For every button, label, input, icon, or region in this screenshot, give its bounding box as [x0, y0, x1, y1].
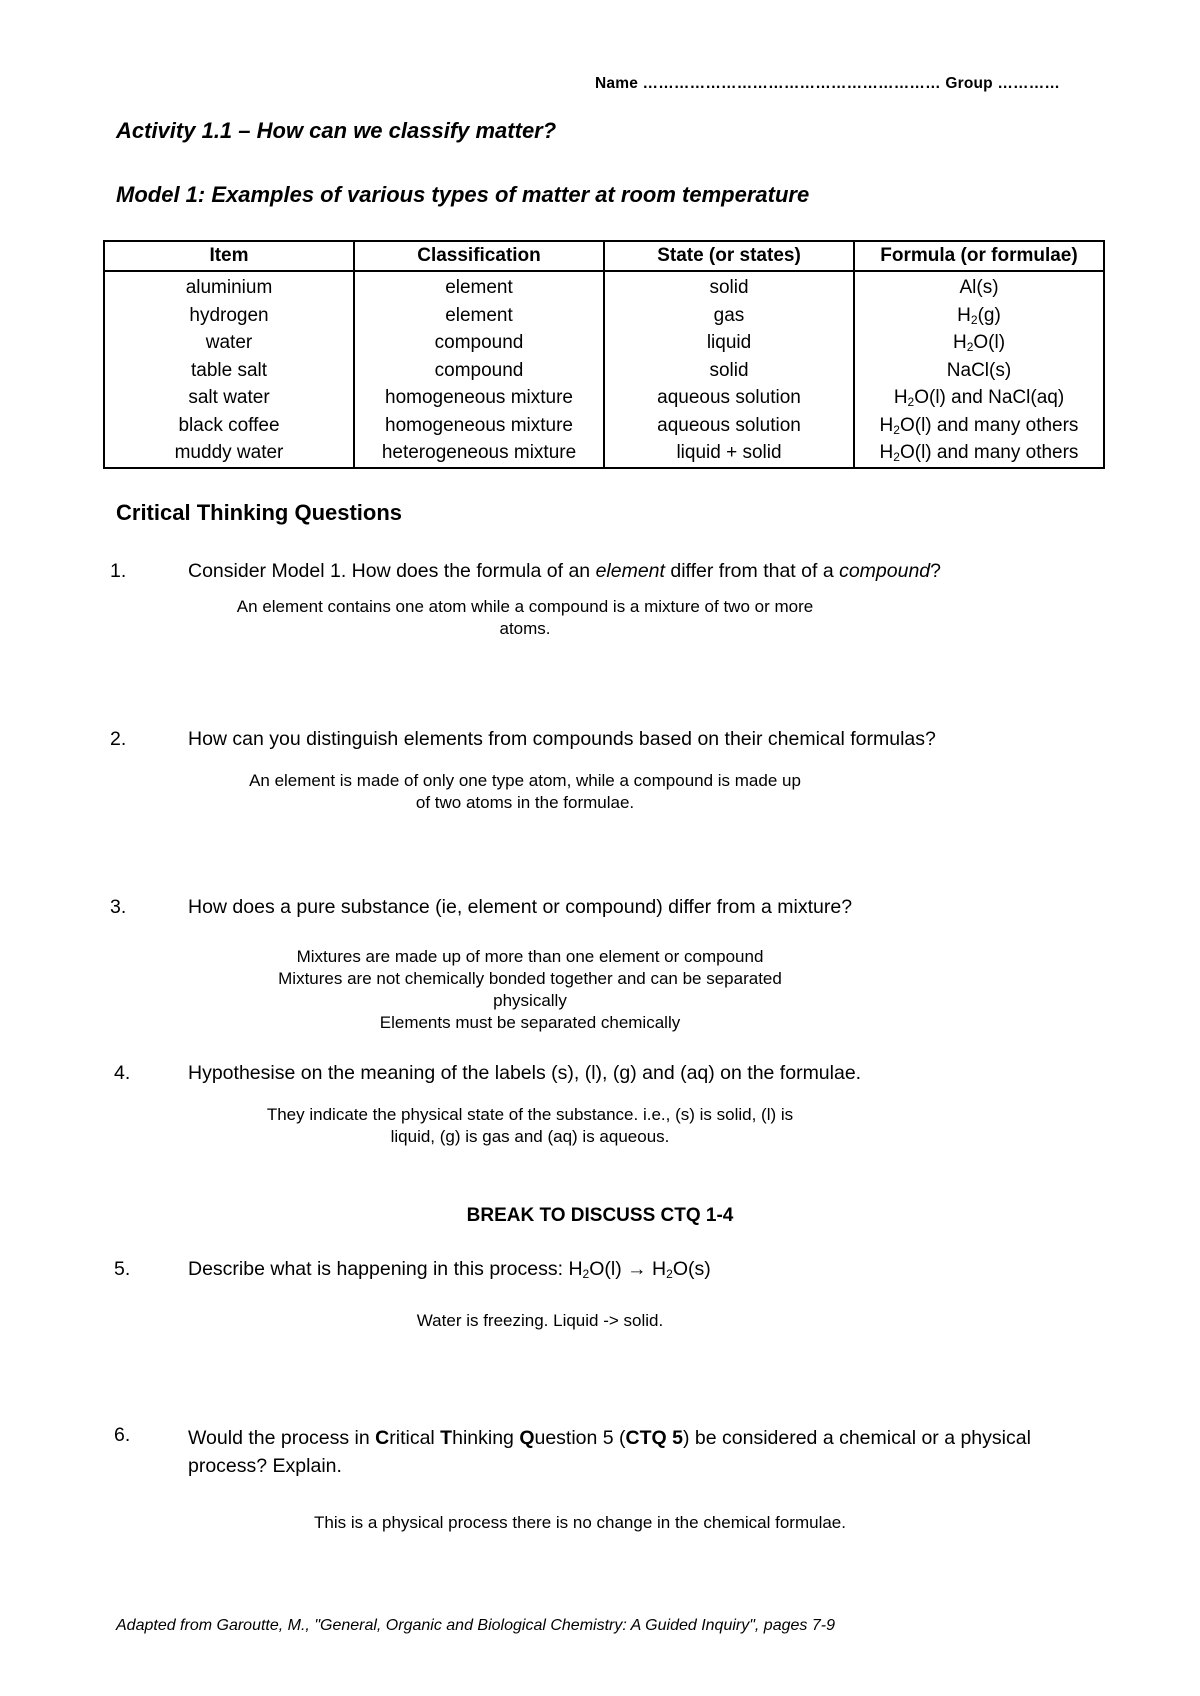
name-group-line: Name ………………………………………………… Group ………… [595, 75, 1061, 92]
column-header: State (or states) [604, 241, 854, 271]
table-header-row [104, 241, 1104, 271]
item-cell: aluminium [104, 271, 354, 302]
question-text-part: Consider Model 1. How does the formula of an [188, 560, 596, 582]
formula-cell: $H_2O(l)$ and NaCl(aq) [854, 384, 1104, 412]
question-text-part: ? [930, 560, 942, 582]
question-number: 5. [114, 1258, 131, 1280]
section-title: Critical Thinking Questions [116, 500, 403, 525]
table-row [104, 439, 1104, 468]
answer-line: They indicate the physical state of the substance. i.e., (s) is solid, (l) is [266, 1105, 794, 1124]
classification-cell: compound [354, 357, 604, 385]
state-cell: liquid [604, 329, 854, 357]
answer-line: Mixtures are made up of more than one element or compound [296, 947, 764, 966]
question-text: How can you distinguish elements from compounds based on their chemical formulas? [188, 728, 936, 750]
question-text-part: differ from that of a [664, 560, 840, 582]
table-row [104, 302, 1104, 330]
answer-text [240, 1310, 840, 1332]
formula-cell: $H_2O(l)$ [854, 329, 1104, 357]
column-header: Formula (or formulae) [854, 241, 1104, 271]
question-text: Describe what is happening in this process: $H_2O(l) \to H_2O(s)$ [188, 1258, 711, 1281]
question-number: 4. [114, 1062, 131, 1084]
formula-cell: NaCl(s) [854, 357, 1104, 385]
model-table [103, 240, 1105, 469]
question-text: Would the process in Critical Thinking Question 5 (CTQ 5) be considered a chemical or a physical process? Explain. [188, 1427, 1031, 1477]
answer-line: An element is made of only one type atom, while a compound is made up [249, 771, 801, 790]
state-cell: aqueous solution [604, 412, 854, 440]
answer-text [160, 770, 890, 814]
answer-line: of two atoms in the formulae. [415, 793, 635, 812]
state-cell: solid [604, 357, 854, 385]
classification-cell: element [354, 271, 604, 302]
column-header: Item [104, 241, 354, 271]
classification-cell: heterogeneous mixture [354, 439, 604, 468]
state-cell: liquid + solid [604, 439, 854, 468]
answer-line: physically [493, 991, 567, 1010]
answer-text [160, 1104, 900, 1148]
question-number: 1. [110, 560, 127, 582]
item-cell: black coffee [104, 412, 354, 440]
question-emphasis: compound [839, 560, 931, 582]
classification-cell: homogeneous mixture [354, 384, 604, 412]
answer-line: atoms. [499, 619, 551, 638]
classification-cell: element [354, 302, 604, 330]
question-text: Hypothesise on the meaning of the labels (s), (l), (g) and (aq) on the formulae. [188, 1062, 862, 1084]
question-number: 2. [110, 728, 127, 750]
break-heading: BREAK TO DISCUSS CTQ 1-4 [466, 1205, 734, 1226]
question-emphasis: element [595, 560, 665, 582]
answer-text [200, 1512, 960, 1534]
answer-line: liquid, (g) is gas and (aq) is aqueous. [390, 1127, 670, 1146]
answer-text [160, 596, 890, 640]
table-row [104, 412, 1104, 440]
answer-line: Mixtures are not chemically bonded together and can be separated [278, 969, 782, 988]
answer-text [160, 946, 900, 1034]
item-cell: salt water [104, 384, 354, 412]
column-header: Classification [354, 241, 604, 271]
answer-line: Elements must be separated chemically [379, 1013, 681, 1032]
item-cell: muddy water [104, 439, 354, 468]
activity-title: Activity 1.1 – How can we classify matter? [116, 118, 557, 143]
classification-cell: homogeneous mixture [354, 412, 604, 440]
table-row [104, 329, 1104, 357]
formula-cell: Al(s) [854, 271, 1104, 302]
question-text [188, 560, 941, 583]
item-cell: table salt [104, 357, 354, 385]
footer-citation: Adapted from Garoutte, M., "General, Organic and Biological Chemistry: A Guided Inquiry", pages 7-9 [116, 1617, 835, 1634]
classification-cell: compound [354, 329, 604, 357]
formula-cell: $H_2O(l)$ and many others [854, 412, 1104, 440]
state-cell: aqueous solution [604, 384, 854, 412]
table-row [104, 384, 1104, 412]
answer-line: This is a physical process there is no change in the chemical formulae. [314, 1513, 846, 1532]
question-text: How does a pure substance (ie, element or compound) differ from a mixture? [188, 896, 853, 918]
state-cell: gas [604, 302, 854, 330]
formula-cell: $H_2O(l)$ and many others [854, 439, 1104, 468]
question-number: 6. [114, 1424, 131, 1446]
item-cell: water [104, 329, 354, 357]
answer-line: An element contains one atom while a compound is a mixture of two or more [236, 597, 814, 616]
item-cell: hydrogen [104, 302, 354, 330]
state-cell: solid [604, 271, 854, 302]
answer-line: Water is freezing. Liquid -> solid. [416, 1311, 664, 1330]
question-number: 3. [110, 896, 127, 918]
formula-cell: $H_2(g)$ [854, 302, 1104, 330]
model-title: Model 1: Examples of various types of matter at room temperature [116, 182, 810, 207]
table-row [104, 357, 1104, 385]
table-row [104, 271, 1104, 302]
